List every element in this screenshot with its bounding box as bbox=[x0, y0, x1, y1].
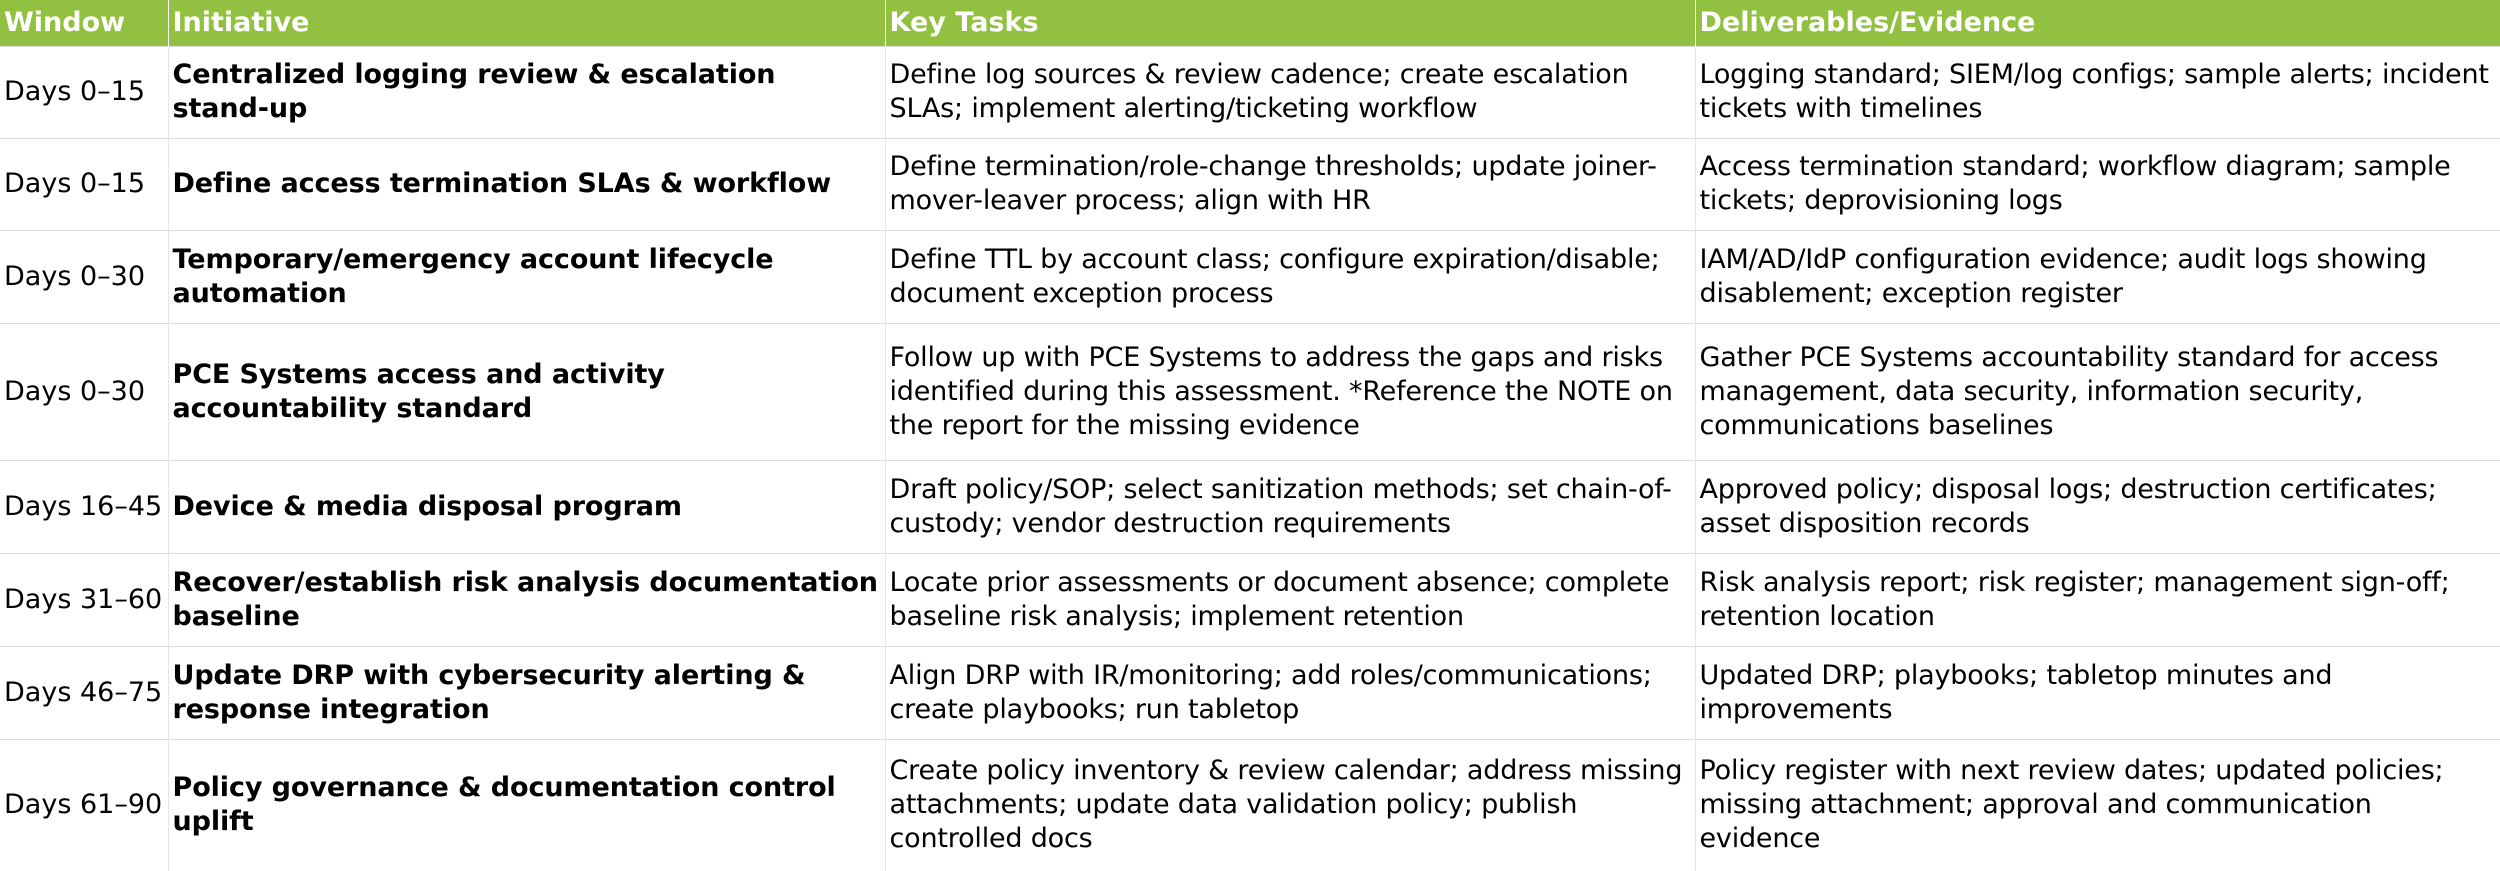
initiative-cell: Device & media disposal program bbox=[168, 460, 885, 553]
table-row bbox=[0, 46, 2500, 138]
window-cell: Days 61–90 bbox=[0, 739, 168, 871]
window-cell: Days 0–15 bbox=[0, 46, 168, 138]
key-tasks-cell: Align DRP with IR/monitoring; add roles/communications; create playbooks; run tabletop bbox=[885, 646, 1695, 739]
initiative-cell: Define access termination SLAs & workflow bbox=[168, 138, 885, 230]
initiative-cell: Policy governance & documentation control uplift bbox=[168, 739, 885, 871]
deliverables-cell: Approved policy; disposal logs; destruction certificates; asset disposition records bbox=[1695, 460, 2500, 553]
key-tasks-cell: Draft policy/SOP; select sanitization methods; set chain-of-custody; vendor destruction requirements bbox=[885, 460, 1695, 553]
column-header-window: Window bbox=[0, 0, 168, 46]
window-cell: Days 31–60 bbox=[0, 553, 168, 646]
table-row bbox=[0, 323, 2500, 460]
column-header-deliverables: Deliverables/Evidence bbox=[1695, 0, 2500, 46]
key-tasks-cell: Define log sources & review cadence; create escalation SLAs; implement alerting/ticketing workflow bbox=[885, 46, 1695, 138]
window-cell: Days 46–75 bbox=[0, 646, 168, 739]
deliverables-cell: Risk analysis report; risk register; management sign-off; retention location bbox=[1695, 553, 2500, 646]
deliverables-cell: IAM/AD/IdP configuration evidence; audit logs showing disablement; exception register bbox=[1695, 230, 2500, 323]
key-tasks-cell: Locate prior assessments or document absence; complete baseline risk analysis; implement retention bbox=[885, 553, 1695, 646]
table-row bbox=[0, 460, 2500, 553]
initiative-cell: Recover/establish risk analysis documentation baseline bbox=[168, 553, 885, 646]
table-row bbox=[0, 230, 2500, 323]
deliverables-cell: Gather PCE Systems accountability standard for access management, data security, information security, communications baselines bbox=[1695, 323, 2500, 460]
deliverables-cell: Policy register with next review dates; updated policies; missing attachment; approval and communication evidence bbox=[1695, 739, 2500, 871]
table-row bbox=[0, 739, 2500, 871]
key-tasks-cell: Create policy inventory & review calendar; address missing attachments; update data validation policy; publish controlled docs bbox=[885, 739, 1695, 871]
deliverables-cell: Access termination standard; workflow diagram; sample tickets; deprovisioning logs bbox=[1695, 138, 2500, 230]
initiative-cell: PCE Systems access and activity accountability standard bbox=[168, 323, 885, 460]
deliverables-cell: Updated DRP; playbooks; tabletop minutes and improvements bbox=[1695, 646, 2500, 739]
window-cell: Days 0–30 bbox=[0, 230, 168, 323]
window-cell: Days 0–15 bbox=[0, 138, 168, 230]
initiative-cell: Temporary/emergency account lifecycle automation bbox=[168, 230, 885, 323]
key-tasks-cell: Define TTL by account class; configure expiration/disable; document exception process bbox=[885, 230, 1695, 323]
window-cell: Days 0–30 bbox=[0, 323, 168, 460]
key-tasks-cell: Follow up with PCE Systems to address the gaps and risks identified during this assessment. *Reference the NOTE on the report for the missing evidence bbox=[885, 323, 1695, 460]
table-body bbox=[0, 46, 2500, 871]
initiative-cell: Centralized logging review & escalation stand-up bbox=[168, 46, 885, 138]
header-row bbox=[0, 0, 2500, 46]
table-row bbox=[0, 646, 2500, 739]
deliverables-cell: Logging standard; SIEM/log configs; sample alerts; incident tickets with timelines bbox=[1695, 46, 2500, 138]
key-tasks-cell: Define termination/role-change thresholds; update joiner-mover-leaver process; align with HR bbox=[885, 138, 1695, 230]
table-row bbox=[0, 553, 2500, 646]
column-header-key-tasks: Key Tasks bbox=[885, 0, 1695, 46]
table-header bbox=[0, 0, 2500, 46]
window-cell: Days 16–45 bbox=[0, 460, 168, 553]
table-row bbox=[0, 138, 2500, 230]
column-header-initiative: Initiative bbox=[168, 0, 885, 46]
initiative-cell: Update DRP with cybersecurity alerting & response integration bbox=[168, 646, 885, 739]
